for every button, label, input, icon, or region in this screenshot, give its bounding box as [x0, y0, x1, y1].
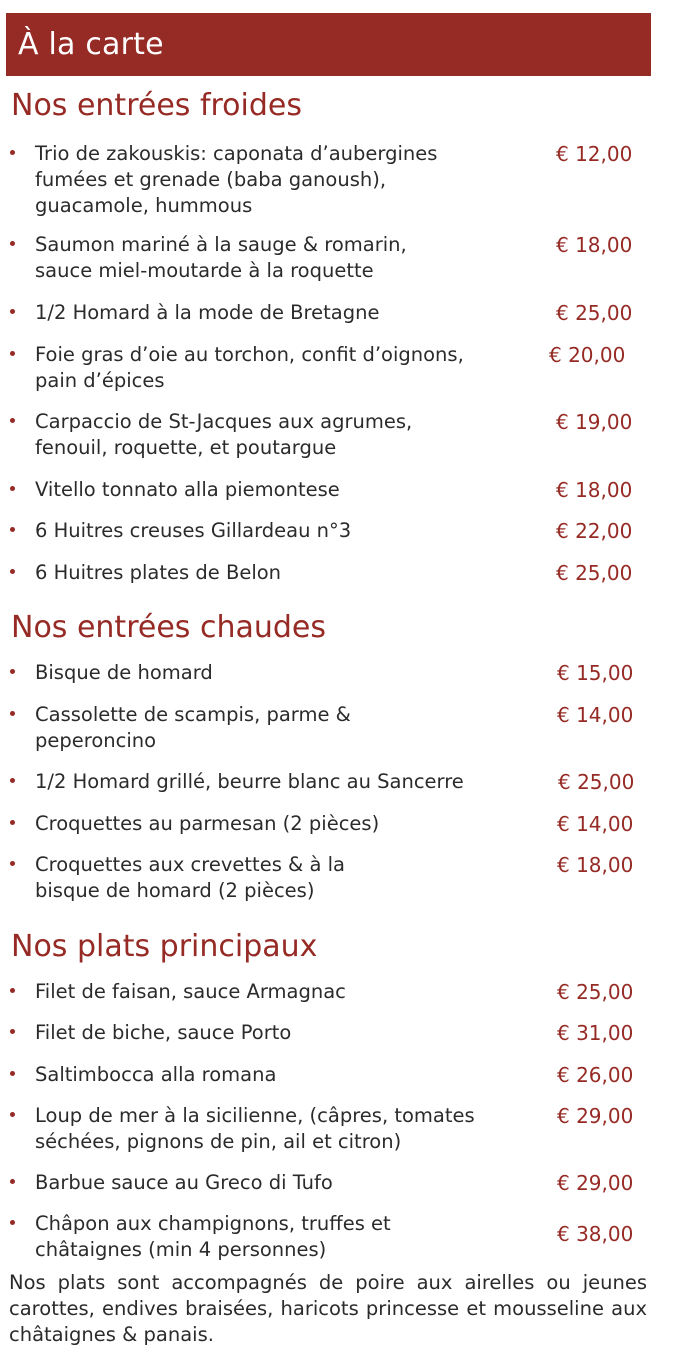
bullet-icon	[10, 1220, 15, 1225]
menu-item-price: € 15,00	[557, 661, 634, 685]
bullet-icon	[10, 241, 15, 246]
bullet-icon	[10, 486, 15, 491]
menu-item-name: Trio de zakouskis: caponata d’aubergines fumées et grenade (baba ganoush), guacamole, hummous	[35, 142, 438, 217]
bullet-icon	[10, 1029, 15, 1034]
menu-item-name: Saumon mariné à la sauge & romarin, sauce miel-moutarde à la roquette	[35, 233, 407, 282]
menu-item-price: € 25,00	[556, 301, 633, 325]
bullet-icon	[10, 711, 15, 716]
menu-item-price: € 25,00	[558, 770, 635, 794]
menu-item-name: Saltimbocca alla romana	[35, 1063, 277, 1086]
section-title-entrees-froides: Nos entrées froides	[11, 88, 303, 123]
bullet-icon	[10, 1071, 15, 1076]
menu-item-name: 1/2 Homard à la mode de Bretagne	[35, 301, 380, 324]
menu-item-name: Foie gras d’oie au torchon, confit d’oignons, pain d’épices	[35, 343, 464, 392]
menu-item-price: € 18,00	[556, 233, 633, 257]
menu-item-name: Croquettes aux crevettes & à la bisque de homard (2 pièces)	[35, 853, 345, 902]
menu-item-name: Filet de faisan, sauce Armagnac	[35, 980, 346, 1003]
menu-item-price: € 14,00	[557, 703, 634, 727]
bullet-icon	[10, 351, 15, 356]
menu-item-price: € 18,00	[556, 478, 633, 502]
menu-item-name: Croquettes au parmesan (2 pièces)	[35, 812, 380, 835]
bullet-icon	[10, 418, 15, 423]
menu-item-name: Barbue sauce au Greco di Tufo	[35, 1171, 333, 1194]
section-title-plats-principaux: Nos plats principaux	[11, 929, 318, 964]
menu-item-name: Cassolette de scampis, parme & peperoncino	[35, 703, 351, 752]
bullet-icon	[10, 569, 15, 574]
menu-item-price: € 22,00	[556, 519, 633, 543]
bullet-icon	[10, 988, 15, 993]
menu-item-price: € 12,00	[556, 142, 633, 166]
bullet-icon	[10, 309, 15, 314]
bullet-icon	[10, 1179, 15, 1184]
menu-item-price: € 29,00	[557, 1104, 634, 1128]
section-title-entrees-chaudes: Nos entrées chaudes	[11, 610, 326, 645]
bullet-icon	[10, 1112, 15, 1117]
menu-item-name: 1/2 Homard grillé, beurre blanc au Sancerre	[35, 770, 464, 793]
menu-item-price: € 20,00	[549, 343, 626, 367]
menu-item-price: € 14,00	[557, 812, 634, 836]
header-banner	[6, 13, 651, 76]
menu-item-price: € 31,00	[557, 1021, 634, 1045]
bullet-icon	[10, 861, 15, 866]
page-title: À la carte	[18, 27, 164, 62]
footnote: Nos plats sont accompagnés de poire aux airelles ou jeunes carottes, endives braisées, haricots princesse et mousseline aux châtaignes & panais.	[9, 1271, 647, 1346]
menu-item-name: 6 Huitres plates de Belon	[35, 561, 282, 584]
menu-item-name: Loup de mer à la sicilienne, (câpres, tomates séchées, pignons de pin, ail et citron)	[35, 1104, 475, 1153]
bullet-icon	[10, 669, 15, 674]
menu-item-price: € 26,00	[557, 1063, 634, 1087]
menu-item-price: € 25,00	[556, 561, 633, 585]
menu-item-name: Carpaccio de St-Jacques aux agrumes, fenouil, roquette, et poutargue	[35, 410, 413, 459]
menu-item-price: € 18,00	[557, 853, 634, 877]
bullet-icon	[10, 150, 15, 155]
menu-item-name: 6 Huitres creuses Gillardeau n°3	[35, 519, 352, 542]
menu-item-price: € 25,00	[557, 980, 634, 1004]
menu-item-price: € 29,00	[557, 1171, 634, 1195]
menu-item-name: Filet de biche, sauce Porto	[35, 1021, 292, 1044]
bullet-icon	[10, 820, 15, 825]
menu-item-name: Châpon aux champignons, truffes et châtaignes (min 4 personnes)	[35, 1212, 391, 1261]
menu-item-name: Bisque de homard	[35, 661, 213, 684]
bullet-icon	[10, 527, 15, 532]
menu-item-price: € 19,00	[556, 410, 633, 434]
menu-item-price: € 38,00	[557, 1222, 634, 1246]
menu-item-name: Vitello tonnato alla piemontese	[35, 478, 340, 501]
bullet-icon	[10, 778, 15, 783]
